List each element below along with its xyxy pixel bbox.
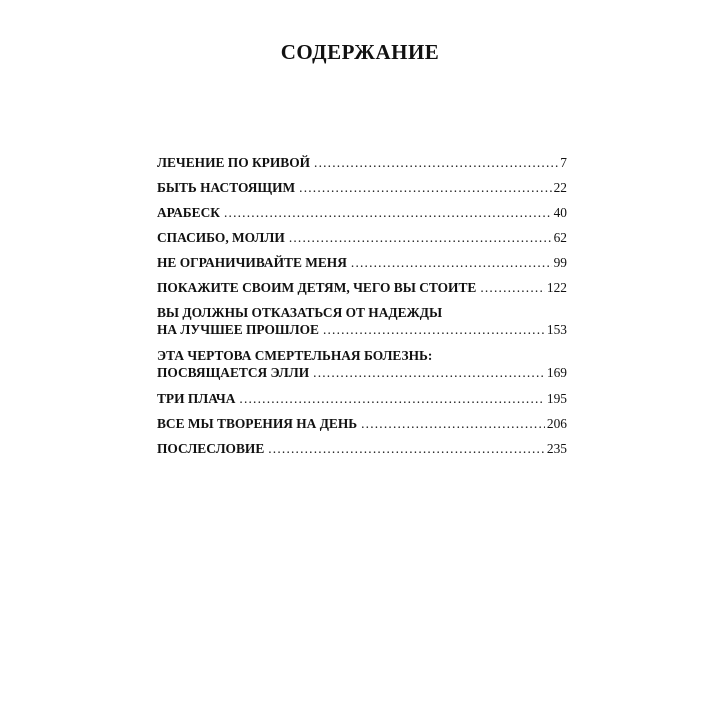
dot-leader (314, 154, 558, 171)
dot-leader (480, 279, 545, 296)
toc-row (157, 415, 567, 432)
toc-row (157, 364, 567, 381)
toc-entry (157, 279, 567, 296)
toc-page-number: 122 (546, 280, 567, 295)
toc-row (157, 254, 567, 271)
dot-leader (224, 204, 552, 221)
toc-entry (157, 440, 567, 457)
toc-entry-title: АРАБЕСК (157, 205, 220, 220)
toc-page-number: 62 (553, 230, 567, 245)
dot-leader (351, 254, 552, 271)
toc-entry (157, 204, 567, 221)
toc-page-number: 169 (546, 365, 567, 380)
toc-entry-title: ПОСЛЕСЛОВИЕ (157, 441, 265, 456)
toc-page-number: 22 (553, 180, 567, 195)
dot-leader (289, 229, 552, 246)
page-title: СОДЕРЖАНИЕ (280, 40, 440, 64)
toc-row (157, 204, 567, 221)
toc-entry-title: ПОКАЖИТЕ СВОИМ ДЕТЯМ, ЧЕГО ВЫ СТОИТЕ (157, 280, 477, 295)
toc-entry (157, 254, 567, 271)
toc-row (157, 279, 567, 296)
toc-page-number: 235 (546, 441, 567, 456)
dot-leader (268, 440, 545, 457)
toc-row (157, 390, 567, 407)
toc-row (157, 154, 567, 171)
toc-row (157, 440, 567, 457)
toc-entry (157, 347, 567, 381)
toc-entry-title: НА ЛУЧШЕЕ ПРОШЛОЕ (157, 322, 319, 337)
toc-page-number: 195 (546, 391, 567, 406)
toc-entry-title: ПОСВЯЩАЕТСЯ ЭЛЛИ (157, 365, 310, 380)
table-of-contents (157, 154, 567, 465)
toc-entry (157, 415, 567, 432)
toc-page-number: 7 (560, 155, 567, 170)
toc-entry-title-line1: ЭТА ЧЕРТОВА СМЕРТЕЛЬНАЯ БОЛЕЗНЬ: (157, 348, 433, 363)
toc-row (157, 321, 567, 338)
toc-entry-title: ВСЕ МЫ ТВОРЕНИЯ НА ДЕНЬ (157, 416, 358, 431)
dot-leader (313, 364, 545, 381)
toc-entry-title: ЛЕЧЕНИЕ ПО КРИВОЙ (157, 155, 311, 170)
toc-entry-title: СПАСИБО, МОЛЛИ (157, 230, 285, 245)
dot-leader (299, 179, 551, 196)
dot-leader (239, 390, 545, 407)
toc-entry (157, 229, 567, 246)
toc-row (157, 229, 567, 246)
toc-page-number: 40 (553, 205, 567, 220)
toc-entry (157, 179, 567, 196)
toc-entry-title: НЕ ОГРАНИЧИВАЙТЕ МЕНЯ (157, 255, 347, 270)
dot-leader (323, 321, 545, 338)
toc-entry-title-line1: ВЫ ДОЛЖНЫ ОТКАЗАТЬСЯ ОТ НАДЕЖДЫ (157, 305, 443, 320)
toc-entry-title: ТРИ ПЛАЧА (157, 391, 236, 406)
toc-page-number: 206 (546, 416, 567, 431)
toc-entry (157, 154, 567, 171)
toc-entry-title: БЫТЬ НАСТОЯЩИМ (157, 180, 296, 195)
toc-page-number: 99 (553, 255, 567, 270)
toc-entry (157, 390, 567, 407)
toc-row (157, 179, 567, 196)
toc-entry (157, 304, 567, 338)
toc-page-number: 153 (546, 322, 567, 337)
dot-leader (361, 415, 545, 432)
